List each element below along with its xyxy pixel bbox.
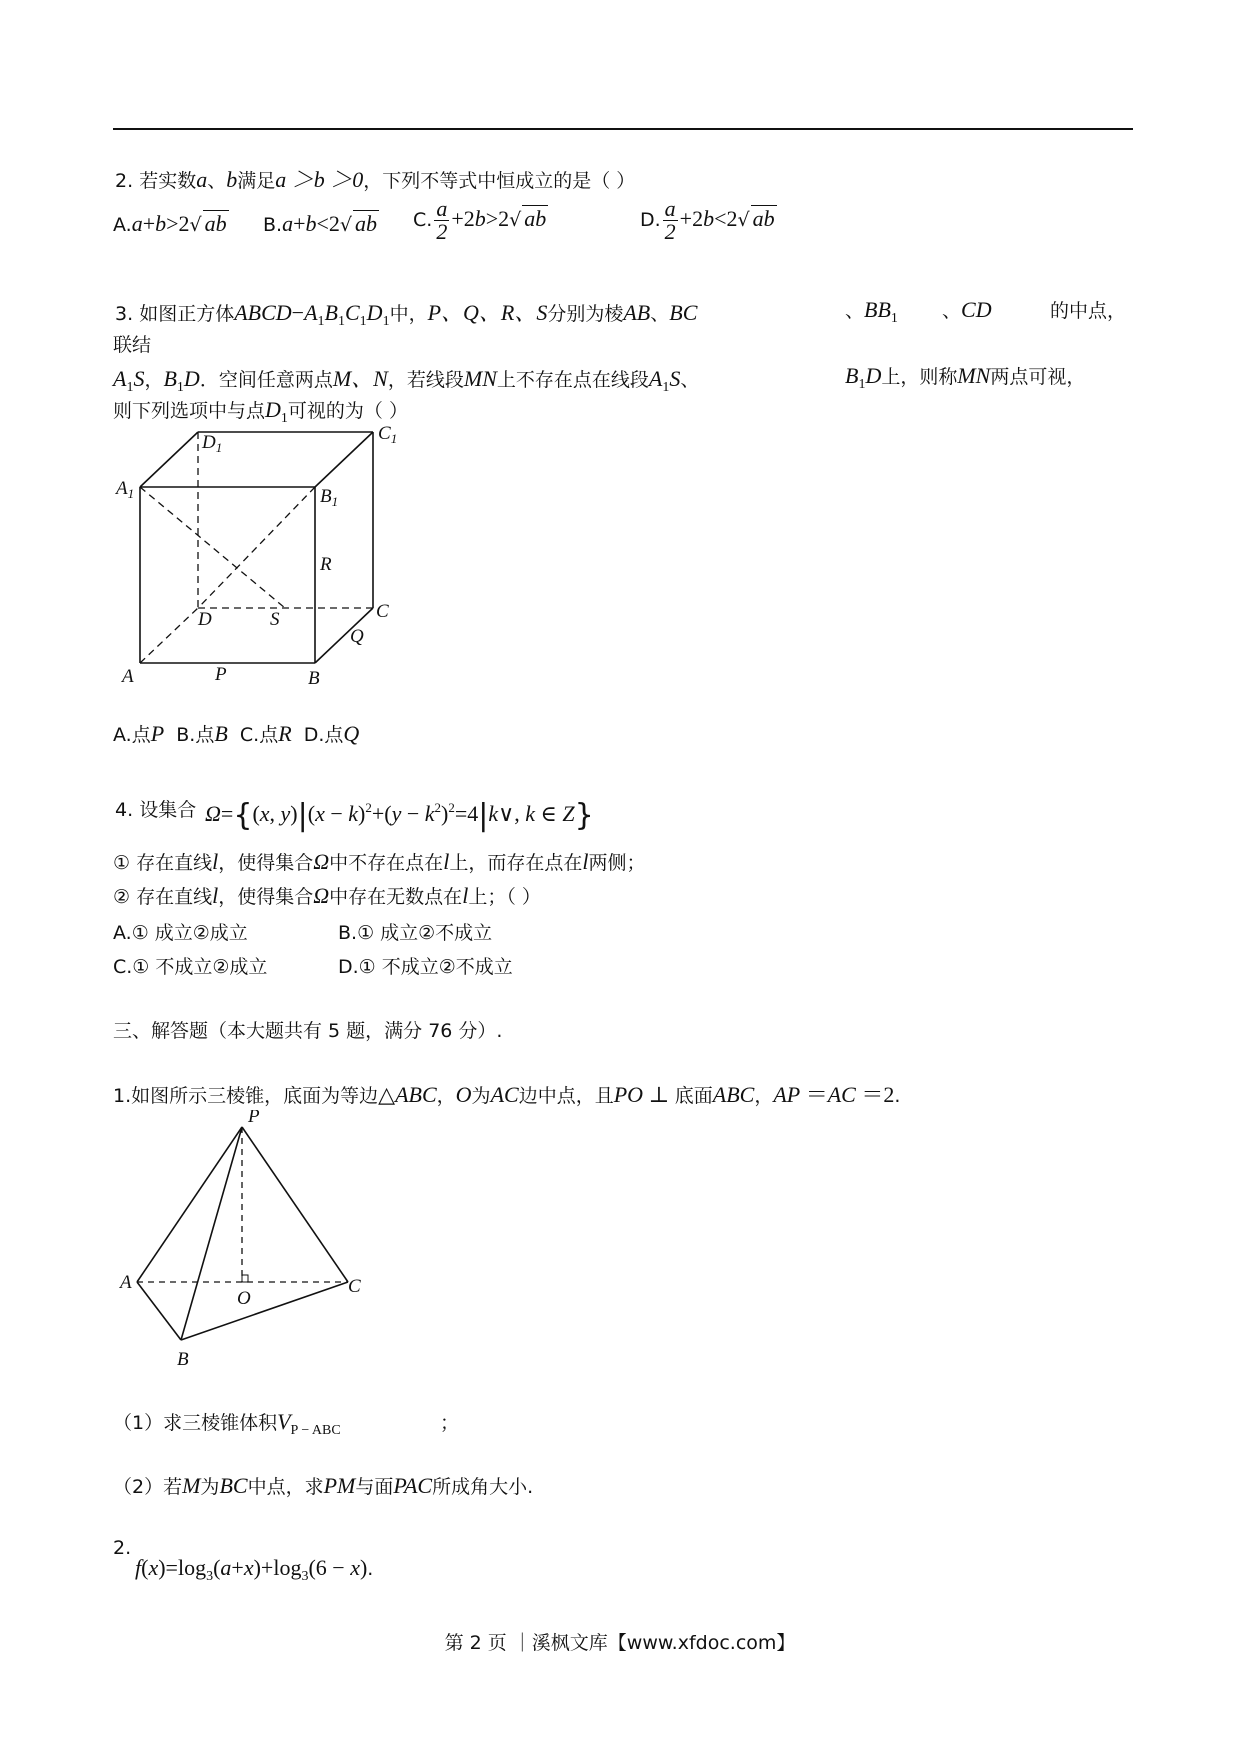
p1-stem: 1.如图所示三棱锥，底面为等边△ABC，O为AC边中点，且PO ⊥ 底面ABC，AP ＝AC ＝2. (113, 1082, 901, 1107)
q4-option-c: C.① 不成立②成立 (113, 956, 268, 978)
p1-sub1: （1）求三棱锥体积$V_{P - ABC}$ (113, 1409, 341, 1438)
q4-stem: 4. 设集合 (115, 799, 197, 821)
pyramid-label-c: C (348, 1276, 361, 1297)
q3-line1: 3. 如图正方体$ABCD-A_1B_1C_1D_1$中，P、Q、R、S分别为棱AB、BC (115, 300, 698, 329)
pyramid-label-b: B (177, 1349, 189, 1370)
q4-option-d: D.① 不成立②不成立 (338, 956, 513, 978)
q4-set-formula: Ω={(x, $y)|(x - k)^2+(y$ − $k^2)^2=4|k\vee$, k ∈ Z} (205, 798, 594, 833)
q3-options (113, 720, 359, 747)
q3-line4: 则下列选项中与点$D_1$可视的为（ ） (113, 397, 408, 426)
q4-option-a: A.① 成立②成立 (113, 922, 248, 944)
page-footer: 第 2 页 ｜溪枫文库【www.xfdoc.com】 (444, 1632, 796, 1654)
q3-line1-tail2: 、CD (942, 297, 992, 322)
q2-stem: 2. 若实数a、b满足a ＞b ＞0，下列不等式中恒成立的是（ ） (115, 167, 636, 192)
cube-label-b: B (308, 668, 320, 689)
q2-option-a: A.a+b>2√ ab (113, 211, 227, 236)
pyramid-label-o: O (237, 1288, 251, 1309)
q3-line1-tail: 、$BB_1$ (845, 297, 898, 326)
cube-figure (110, 420, 410, 690)
p2-function: $f(x)=\log_3(a+x)+\log_3(6 - x)$. (135, 1555, 374, 1584)
cube-label-r: R (320, 554, 332, 575)
cube-label-q: Q (350, 626, 364, 647)
q2-option-b: B.a+b<2√ ab (263, 211, 378, 236)
q3-option-d: D.点Q (303, 721, 360, 746)
q3-option-c: C.点R (239, 721, 292, 746)
cube-label-p: P (215, 664, 227, 685)
q4-number: 4. (115, 799, 134, 821)
q3-line3: $A_1S$，$B_1D$．空间任意两点M、N，若线段MN上不存在点在线段$A_1S$、 (113, 366, 700, 395)
q3-option-a: A.点P (113, 721, 165, 746)
cube-label-c1: $C_1$ (378, 423, 398, 446)
pyramid-label-a: A (120, 1272, 132, 1293)
cube-label-a: A (122, 666, 134, 687)
q4-option-b: B.① 成立②不成立 (338, 922, 493, 944)
p1-sub2: （2）若M为BC中点，求PM与面PAC所成角大小. (113, 1473, 534, 1498)
q2-condition: a ＞b ＞0 (275, 167, 364, 192)
q3-option-b: B.点B (176, 721, 228, 746)
cube-label-c: C (376, 601, 389, 622)
q3-line3-tail: $B_1D$上，则称MN两点可视， (845, 363, 1086, 392)
pyramid-figure (115, 1110, 375, 1375)
q4-statement-2: ② 存在直线l，使得集合Ω中存在无数点在l上；（ ） (113, 883, 541, 908)
section-title: 三、解答题（本大题共有 5 题，满分 76 分）. (113, 1020, 503, 1042)
header-rule (113, 128, 1133, 130)
cube-label-a1: $A_1$ (116, 478, 135, 501)
cube-label-d1: $D_1$ (202, 432, 223, 455)
q2-number: 2. (115, 170, 134, 192)
p2-number: 2. (113, 1537, 132, 1559)
pyramid-label-p: P (248, 1110, 260, 1127)
cube-label-b1: $B_1$ (320, 486, 339, 509)
q2-option-c: C. $\frac{a}{2}$ +2b>2√ ab (413, 196, 547, 244)
p1-number: 1. (113, 1085, 132, 1107)
q4-statement-1: ① 存在直线l，使得集合Ω中不存在点在l上，而存在点在l两侧； (113, 849, 646, 874)
cube-label-d: D (198, 609, 212, 630)
q3-number: 3. (115, 303, 134, 325)
q3-line2: 联结 (113, 334, 152, 356)
cube-label-s: S (270, 609, 280, 630)
q2-option-d: D. $\frac{a}{2}$ +2b<2√ ab (640, 196, 775, 244)
